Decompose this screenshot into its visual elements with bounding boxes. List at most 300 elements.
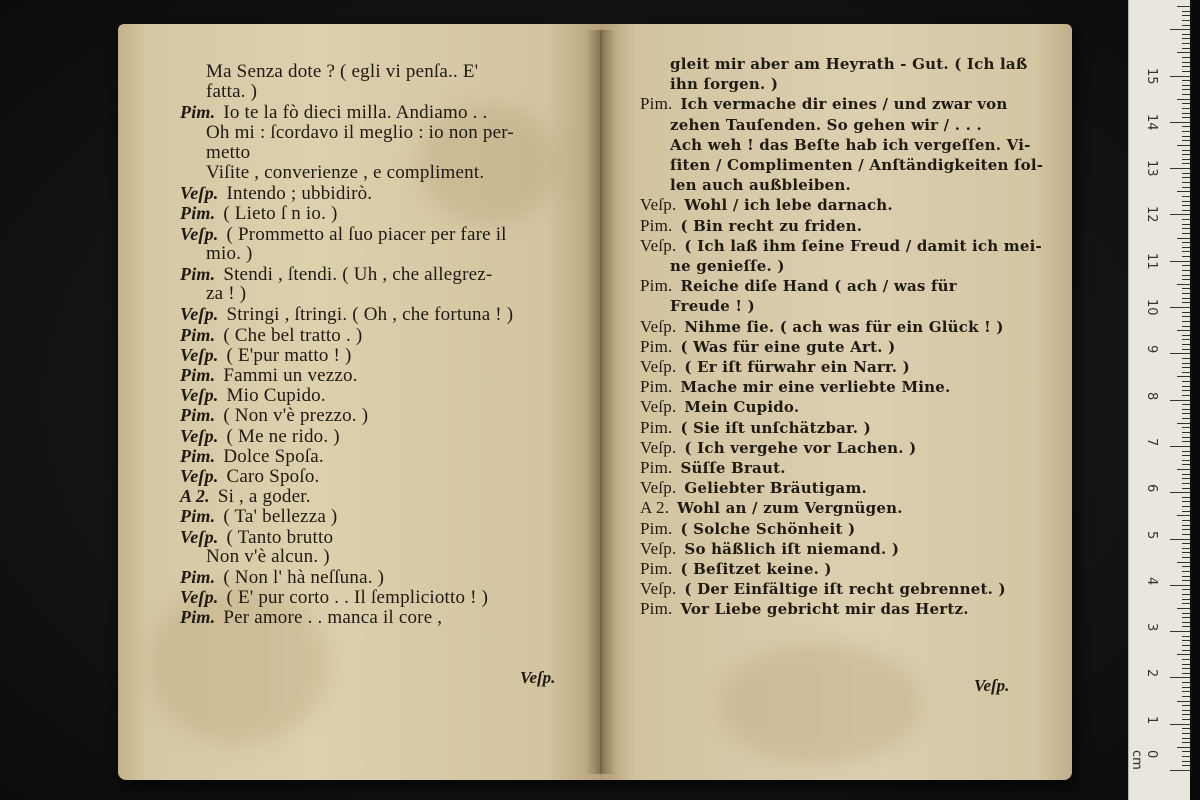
speaker-label: Pim. [640,336,673,356]
ruler-tick [1182,599,1190,600]
text-line [640,377,950,397]
ruler-tick [1177,191,1190,192]
ruler-tick [1182,483,1190,484]
line-text: Wohl / ich lebe darnach. [684,196,893,215]
text-line [640,195,893,215]
line-text: ( E'pur matto ! ) [226,344,352,366]
text-line [180,466,319,487]
text-line [640,337,895,357]
ruler-tick [1177,284,1190,285]
ruler-tick [1177,238,1190,239]
text-line [206,284,246,304]
text-line [206,547,330,567]
ruler-tick [1182,742,1190,743]
ruler-tick [1182,520,1190,521]
speaker-label: Pim. [640,276,673,296]
ruler-tick [1182,256,1190,257]
line-text: ( Sie iſt unſchätzbar. ) [680,418,871,437]
line-text: Mache mir eine verliebte Mine. [680,378,951,397]
text-line [180,446,324,467]
line-text: fatta. ) [206,81,258,103]
line-text: Fammi un vezzo. [223,365,358,386]
text-line [670,155,1043,175]
ruler-tick [1182,11,1190,12]
speaker-label: Veſp. [180,385,219,406]
line-text: Viſite , converienze , e compliment. [206,162,485,183]
ruler-tick [1182,270,1190,271]
line-text: metto [206,141,251,163]
ruler-tick [1182,288,1190,289]
text-line [670,54,1027,74]
ruler-number: 5 [1144,530,1159,539]
ruler-tick [1182,478,1190,479]
text-line [206,244,253,264]
text-line [180,587,488,608]
ruler-tick [1182,543,1190,544]
line-text: ( Non l' hà neſſuna. ) [223,567,385,588]
left-page [118,24,604,780]
text-line [180,567,384,588]
speaker-label: Pim. [180,607,216,628]
ruler-tick [1177,562,1190,563]
line-text: ( Ich laß ihm ſeine Freud / damit ich mei- [684,236,1042,255]
text-line [206,123,514,143]
ruler-tick [1182,576,1190,577]
ruler-tick [1182,687,1190,688]
ruler-tick [1182,451,1190,452]
ruler-tick [1170,539,1190,540]
speaker-label: Pim. [640,458,673,477]
line-text: len auch außbleiben. [670,176,851,195]
ruler-tick [1177,145,1190,146]
line-text: ( Prommetto al ſuo piacer per fare il [226,223,507,245]
ruler-tick [1182,418,1190,419]
ruler-tick [1182,650,1190,651]
speaker-label: A 2. [640,498,670,518]
speaker-label: Pim. [180,102,216,123]
ruler-tick [1182,177,1190,178]
paper-stain [720,644,920,764]
text-line [640,478,867,498]
speaker-label: Veſp. [640,235,677,255]
ruler-tick [1182,691,1190,692]
ruler-tick [1182,233,1190,234]
ruler-tick [1182,682,1190,683]
line-text: ( Ich vergehe vor Lachen. ) [684,438,917,457]
ruler-tick [1182,525,1190,526]
speaker-label: Veſp. [640,579,677,599]
line-text: Reiche diſe Hand ( ach / was für [680,277,957,296]
speaker-label: Pim. [180,506,216,527]
ruler-tick [1182,339,1190,340]
ruler-number: 4 [1144,576,1159,586]
book-gutter [586,30,616,774]
ruler-number: 13 [1144,160,1159,177]
ruler-tick [1182,390,1190,391]
ruler-tick [1182,25,1190,26]
ruler-tick [1182,372,1190,373]
ruler-tick [1182,279,1190,280]
text-line [640,559,832,579]
ruler-tick [1182,335,1190,336]
text-line [640,236,1042,256]
ruler-tick [1170,76,1190,77]
line-text: Mein Cupido. [684,398,800,417]
ruler-number: 1 [1144,715,1159,724]
text-line [640,519,855,539]
ruler-tick [1182,344,1190,345]
ruler-tick [1177,608,1190,609]
ruler-tick [1182,108,1190,109]
line-text: Mio Cupido. [226,385,326,407]
ruler-tick [1182,326,1190,327]
text-line [180,506,337,527]
speaker-label: Veſp. [640,397,677,417]
line-text: Per amore . . manca il core , [223,607,443,629]
ruler-tick [1182,126,1190,127]
ruler-tick [1177,747,1190,748]
ruler-tick [1182,312,1190,313]
speaker-label: Veſp. [180,587,219,608]
ruler-tick [1182,363,1190,364]
line-text: Nihme ſie. ( ach was für ein Glück ! ) [684,317,1004,336]
speaker-label: Veſp. [180,526,219,547]
line-text: Stendi , ſtendi. ( Uh , che allegrez- [223,264,493,285]
ruler-number: 11 [1144,252,1159,270]
ruler-tick [1182,603,1190,604]
ruler-tick [1182,34,1190,35]
line-text: ( Che bel tratto . ) [223,324,363,346]
ruler-tick [1182,219,1190,220]
ruler-tick [1182,589,1190,590]
ruler-tick [1177,6,1190,7]
ruler-tick [1182,710,1190,711]
speaker-label: Veſp. [180,344,219,365]
line-text: Freude ! ) [670,297,755,316]
ruler-tick [1182,594,1190,595]
ruler-tick [1182,38,1190,39]
ruler-tick [1177,654,1190,655]
text-line [180,224,507,245]
ruler-tick [1182,432,1190,433]
ruler-number: 0 cm [1129,750,1159,770]
ruler-number: 14 [1144,113,1159,131]
ruler-tick [1182,386,1190,387]
ruler-tick [1182,136,1190,137]
speaker-label: Pim. [180,567,216,587]
ruler-tick [1177,330,1190,331]
speaker-label: Pim. [180,324,216,345]
ruler-number: 9 [1144,345,1159,354]
ruler-tick [1182,441,1190,442]
ruler-tick [1182,617,1190,618]
text-line [670,135,1031,155]
measuring-ruler [1128,0,1190,800]
ruler-tick [1170,677,1190,678]
line-text: ( Solche Schönheit ) [680,519,856,538]
ruler-tick [1182,265,1190,266]
speaker-label: Veſp. [180,466,219,486]
line-text: mio. ) [206,242,253,264]
text-line [640,579,1006,599]
text-line [640,498,903,518]
line-text: Geliebter Bräutigam. [684,479,867,498]
ruler-tick [1182,714,1190,715]
ruler-tick [1182,228,1190,229]
speaker-label: Veſp. [640,316,677,336]
line-text: ( Was für eine gute Art. ) [680,337,896,356]
ruler-tick [1177,469,1190,470]
speaker-label: Pim. [640,377,673,397]
ruler-tick [1170,168,1190,169]
ruler-tick [1182,159,1190,160]
ruler-tick [1182,622,1190,623]
ruler-tick [1182,529,1190,530]
ruler-tick [1182,437,1190,438]
open-book [112,20,1078,790]
line-text: ( Me ne rido. ) [226,425,340,447]
ruler-tick [1182,71,1190,72]
text-line [180,183,372,204]
ruler-tick [1177,52,1190,53]
ruler-tick [1182,349,1190,350]
ruler-tick [1182,404,1190,405]
speaker-label: Veſp. [640,195,677,215]
text-line [206,62,478,82]
line-text: Vor Liebe gebricht mir das Hertz. [680,600,969,619]
ruler-tick [1182,464,1190,465]
ruler-number: 12 [1144,206,1159,223]
ruler-tick [1182,761,1190,762]
line-text: Stringi , ſtringi. ( Oh , che fortuna ! ) [226,304,514,326]
ruler-tick [1182,474,1190,475]
ruler-tick [1182,534,1190,535]
ruler-tick [1182,719,1190,720]
text-line [670,296,755,316]
ruler-tick [1182,131,1190,132]
ruler-tick [1182,413,1190,414]
ruler-tick [1170,724,1190,725]
line-text: zehen Tauſenden. So gehen wir / . . . [670,115,982,134]
ruler-tick [1177,701,1190,702]
text-line [180,325,362,346]
line-text: Oh mi : ſcordavo il meglio : io non per- [206,121,514,143]
text-line [640,276,957,296]
right-catchword: Veſp. [974,676,1010,695]
ruler-tick [1182,756,1190,757]
text-line [206,143,250,163]
speaker-label: Pim. [640,215,673,235]
ruler-tick [1182,668,1190,669]
ruler-tick [1170,122,1190,123]
ruler-tick [1182,321,1190,322]
line-text: ( Beſitzet keine. ) [680,560,832,578]
text-line [180,405,368,426]
ruler-tick [1182,182,1190,183]
line-text: ( Lieto ſ n io. ) [223,203,338,225]
ruler-tick [1170,307,1190,308]
ruler-tick [1182,275,1190,276]
line-text: ne genieſſe. ) [670,257,785,275]
ruler-tick [1182,15,1190,16]
speaker-label: Veſp. [180,223,219,244]
text-line [180,203,338,224]
ruler-tick [1177,99,1190,100]
ruler-tick [1182,566,1190,567]
line-text: ( Ta' bellezza ) [223,506,338,528]
line-text: ſiten / Complimenten / Anſtändigkeiten ſol- [670,156,1044,174]
line-text: Ma Senza dote ? ( egli vi penſa.. E' [206,61,479,82]
speaker-label: Veſp. [640,357,677,376]
ruler-number: 3 [1144,623,1159,632]
text-line [670,256,785,276]
ruler-tick [1182,548,1190,549]
ruler-tick [1182,427,1190,428]
ruler-tick [1182,455,1190,456]
ruler-tick [1182,673,1190,674]
ruler-tick [1182,696,1190,697]
speaker-label: Pim. [640,94,673,114]
speaker-label: Pim. [180,445,216,466]
speaker-label: Veſp. [640,478,677,498]
line-text: Si , a goder. [217,486,311,508]
text-line [180,607,442,628]
ruler-number: 6 [1144,484,1159,493]
ruler-tick [1182,613,1190,614]
text-line [640,397,799,417]
speaker-label: Pim. [180,203,216,224]
text-line [640,458,786,478]
ruler-tick [1177,515,1190,516]
ruler-tick [1182,103,1190,104]
text-line [670,115,982,135]
line-text: Caro Spoſo. [226,466,320,487]
ruler-number: 2 [1144,669,1159,678]
ruler-tick [1182,765,1190,766]
line-text: Non v'è alcun. ) [206,545,330,567]
ruler-tick [1182,511,1190,512]
speaker-label: Veſp. [180,183,219,204]
ruler-tick [1182,66,1190,67]
ruler-tick [1182,395,1190,396]
text-line [206,163,484,183]
text-line [640,418,871,438]
text-line [180,102,487,123]
ruler-tick [1170,29,1190,30]
text-line [180,385,326,406]
ruler-tick [1182,640,1190,641]
text-line [180,486,311,507]
ruler-tick [1182,117,1190,118]
ruler-number: 7 [1144,437,1159,447]
ruler-tick [1182,557,1190,558]
text-line [640,357,910,377]
ruler-tick [1182,187,1190,188]
ruler-tick [1182,659,1190,660]
ruler-tick [1182,43,1190,44]
ruler-tick [1182,293,1190,294]
ruler-tick [1182,381,1190,382]
text-line [180,426,340,447]
text-line [670,175,851,195]
speaker-label: Pim. [640,518,673,538]
ruler-number: 15 [1144,67,1159,85]
ruler-tick [1182,358,1190,359]
ruler-tick [1182,751,1190,752]
ruler-tick [1182,728,1190,729]
speaker-label: Pim. [640,599,673,619]
ruler-tick [1182,201,1190,202]
speaker-label: Veſp. [640,437,677,457]
ruler-tick [1182,316,1190,317]
text-line [640,599,969,619]
line-text: So häßlich iſt niemand. ) [684,539,900,558]
ruler-tick [1182,488,1190,489]
line-text: Intendo ; ubbidirò. [226,183,373,205]
ruler-tick [1182,460,1190,461]
line-text: ( Tanto brutto [226,526,334,548]
line-text: ( Non v'è prezzo. ) [223,405,369,427]
speaker-label: Veſp. [180,304,219,325]
ruler-tick [1182,48,1190,49]
line-text: gleit mir aber am Heyrath - Gut. ( Ich laß [670,55,1028,73]
ruler-tick [1170,446,1190,447]
text-line [640,539,899,559]
speaker-label: Veſp. [180,425,219,446]
ruler-tick [1182,552,1190,553]
ruler-tick [1182,94,1190,95]
speaker-label: Pim. [180,264,216,284]
right-page [600,24,1072,780]
ruler-tick [1170,214,1190,215]
text-line [640,317,1004,337]
ruler-tick [1170,400,1190,401]
ruler-tick [1170,631,1190,632]
text-line [180,365,358,386]
ruler-tick [1182,497,1190,498]
ruler-tick [1182,196,1190,197]
text-line [180,345,352,366]
ruler-tick [1182,57,1190,58]
ruler-tick [1170,585,1190,586]
ruler-tick [1182,298,1190,299]
ruler-tick [1182,367,1190,368]
ruler-tick [1182,242,1190,243]
left-catchword: Veſp. [520,668,556,687]
ruler-tick [1182,140,1190,141]
line-text: ihn ſorgen. ) [670,75,779,94]
speaker-label: Pim. [180,405,216,426]
ruler-tick [1182,738,1190,739]
ruler-tick [1177,423,1190,424]
ruler-tick [1170,492,1190,493]
line-text: Io te la fò dieci milla. Andiamo . . [223,102,488,124]
speaker-label: Veſp. [640,538,677,558]
ruler-tick [1170,261,1190,262]
ruler-tick [1182,210,1190,211]
ruler-tick [1182,664,1190,665]
ruler-tick [1182,645,1190,646]
line-text: ( Der Einfältige iſt recht gebrennet. ) [684,580,1006,599]
text-line [180,304,513,325]
line-text: za ! ) [206,283,247,305]
ruler-tick [1182,580,1190,581]
text-line [640,94,1007,114]
ruler-tick [1182,80,1190,81]
ruler-tick [1182,705,1190,706]
ruler-tick [1182,89,1190,90]
ruler-tick [1182,409,1190,410]
